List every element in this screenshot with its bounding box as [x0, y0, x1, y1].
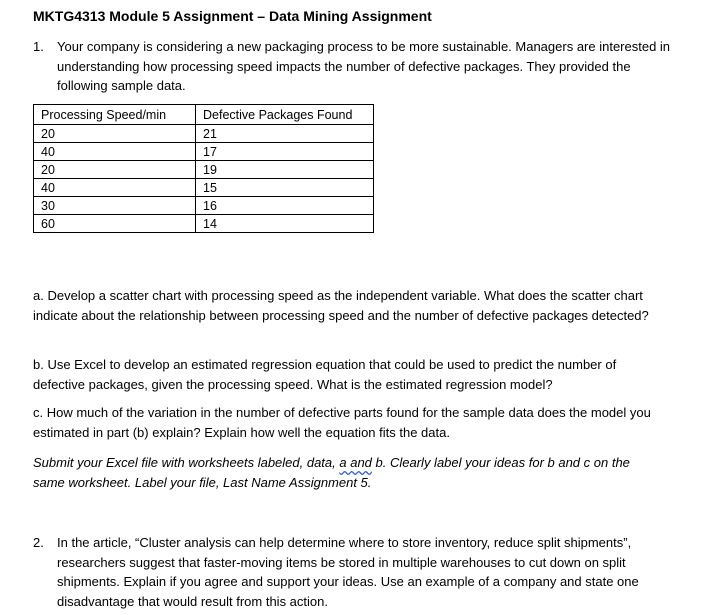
table-cell-defects: 17 — [196, 143, 374, 161]
question-1-number: 1. — [33, 39, 44, 54]
table-cell-defects: 14 — [196, 215, 374, 233]
question-2-text: In the article, “Cluster analysis can help determine where to store inventory, reduce split shipments”, researchers suggest that faster-moving items be stored in multiple warehouses to cut down on split shipments. Explain if you agree and support your ideas. Use an example of a company and state one disadvantage that would result from this action. — [57, 535, 639, 609]
column-header-defects: Defective Packages Found — [196, 105, 374, 125]
table-cell-defects: 21 — [196, 125, 374, 143]
part-c-paragraph — [33, 403, 663, 443]
submission-text-underlined: a and — [339, 455, 372, 470]
submission-text-end: b. Clearly label your ideas for b and c on the same worksheet. Label your file, Last Name Assignment 5. — [33, 455, 630, 490]
document-title: MKTG4313 Module 5 Assignment – Data Mining Assignment — [33, 8, 432, 24]
part-b-text: b. Use Excel to develop an estimated regression equation that could be used to predict the number of defective packages, given the processing speed. What is the estimated regression model? — [33, 357, 617, 392]
table-cell-speed: 30 — [34, 197, 196, 215]
part-a-text: a. Develop a scatter chart with processing speed as the independent variable. What does the scatter chart indicate about the relationship between processing speed and the number of defective packages detected? — [33, 288, 649, 323]
table-cell-speed: 60 — [34, 215, 196, 233]
question-2-number: 2. — [33, 535, 44, 550]
table-cell-speed: 40 — [34, 143, 196, 161]
table-row — [34, 125, 374, 143]
table-cell-speed: 40 — [34, 179, 196, 197]
table-row — [34, 197, 374, 215]
table-cell-speed: 20 — [34, 161, 196, 179]
question-1 — [33, 37, 673, 96]
table-row — [34, 179, 374, 197]
table-row — [34, 161, 374, 179]
part-c-text: c. How much of the variation in the number of defective parts found for the sample data does the model you estimated in part (b) explain? Explain how well the equation fits the data. — [33, 405, 651, 440]
column-header-speed: Processing Speed/min — [34, 105, 196, 125]
submission-text-start: Submit your Excel file with worksheets labeled, data, — [33, 455, 340, 470]
table-cell-speed: 20 — [34, 125, 196, 143]
part-b-paragraph — [33, 355, 663, 395]
table-cell-defects: 15 — [196, 179, 374, 197]
question-2 — [33, 533, 673, 611]
submission-text — [33, 453, 663, 493]
question-1-text: Your company is considering a new packaging process to be more sustainable. Managers are interested in understanding how processing speed impacts the number of defective packages. They provided the following sample data. — [57, 39, 671, 93]
table-row — [34, 215, 374, 233]
table-row — [34, 143, 374, 161]
table-header-row — [34, 105, 374, 125]
part-a-paragraph — [33, 286, 663, 326]
submission-instructions — [33, 453, 663, 493]
table-cell-defects: 19 — [196, 161, 374, 179]
table-cell-defects: 16 — [196, 197, 374, 215]
sample-data-table — [33, 104, 374, 233]
